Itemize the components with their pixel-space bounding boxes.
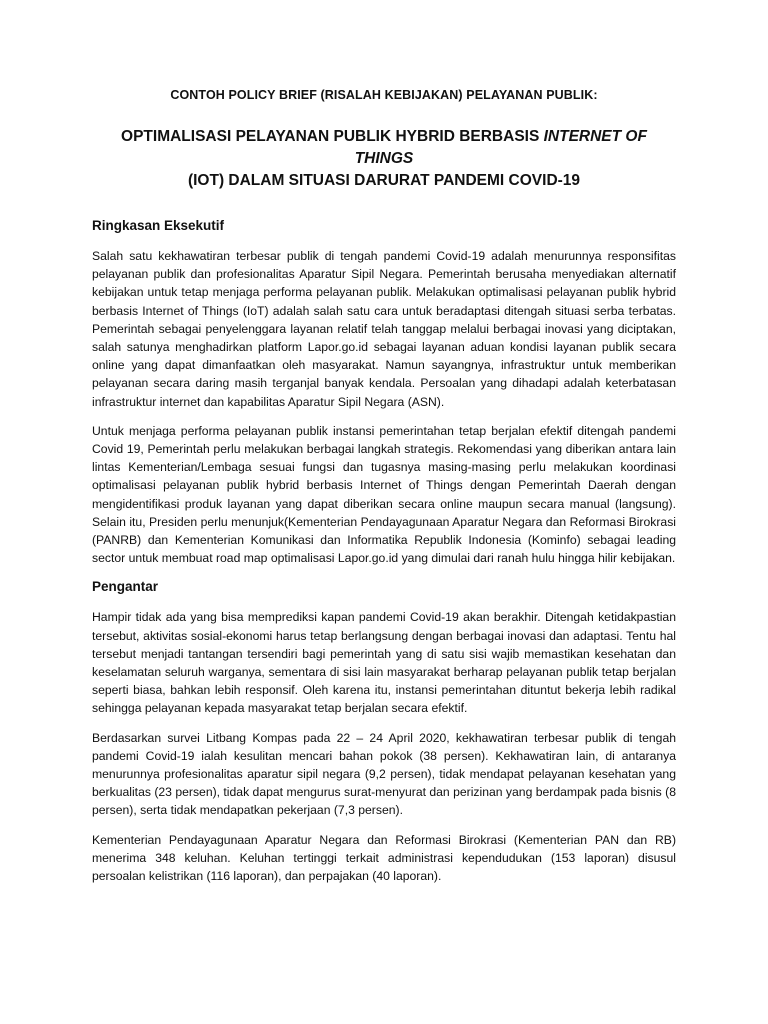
title-italic-part: INTERNET OF THINGS: [354, 128, 647, 167]
document-title: [92, 126, 676, 192]
paragraph: Hampir tidak ada yang bisa memprediksi kapan pandemi Covid-19 akan berakhir. Ditengah ketidakpastian tersebut, aktivitas sosial-ekonomi harus tetap berlangsung dengan berbagai inovasi dan adaptasi. Tentu hal tersebut menjadi tantangan tersendiri bagi pemerintah yang di satu sisi wajib memastikan kesehatan dan keselamatan seluruh warganya, sementara di sisi lain masyarakat berharap pelayanan publik tetap berjalan seperti biasa, bahkan lebih responsif. Oleh karena itu, instansi pemerintahan dituntut bekerja lebih radikal sehingga pelayanan kepada masyarakat tetap berjalan secara efektif.: [92, 610, 676, 716]
section-pengantar: [92, 579, 676, 885]
paragraph: Untuk menjaga performa pelayanan publik instansi pemerintahan tetap berjalan efektif ditengah pandemi Covid 19, Pemerintah perlu melakukan berbagai langkah strategis. Rekomendasi yang diberikan antara lain lintas Kementerian/Lembaga sesuai fungsi dan tugasnya masing-masing perlu melakukan koordinasi optimalisasi pelayanan publik hybrid berbasis Internet of Things dengan Pemerintah Daerah dengan mengidentifikasi produk layanan yang dapat diberikan secara online maupun secara manual (langsung). Selain itu, Presiden perlu menunjuk(Kementerian Pendayagunaan Aparatur Negara dan Reformasi Birokrasi (PANRB) dan Kementerian Komunikasi dan Informatika Republik Indonesia (Kominfo) sebagai leading sector untuk membuat road map optimalisasi Lapor.go.id yang dimulai dari ranah hulu hingga hilir kebijakan.: [92, 423, 676, 566]
paragraph: Salah satu kekhawatiran terbesar publik di tengah pandemi Covid-19 adalah menurunnya responsifitas pelayanan publik dan profesionalitas Aparatur Sipil Negara. Pemerintah berusaha menyediakan alternatif kebijakan untuk tetap menjaga performa pelayanan publik. Melakukan optimalisasi pelayanan publik hybrid berbasis Internet of Things (IoT) adalah salah satu cara untuk beradaptasi ditengah situasi serba terbatas. Pemerintah sebagai penyelenggara layanan relatif telah tanggap melalui berbagai inovasi yang diciptakan, salah satunya menghadirkan platform Lapor.go.id sebagai layanan aduan kondisi layanan publik secara online yang dapat dimanfaatkan oleh masyarakat. Namun sayangnya, infrastruktur untuk memberikan pelayanan secara daring masih terganjal banyak kendala. Persoalan yang dihadapi adalah keterbatasan infrastruktur internet dan kapabilitas Aparatur Sipil Negara (ASN).: [92, 249, 676, 409]
paragraph: Kementerian Pendayagunaan Aparatur Negara dan Reformasi Birokrasi (Kementerian PAN dan RB) menerima 348 keluhan. Keluhan tertinggi terkait administrasi kependudukan (153 laporan) disusul persoalan kelistrikan (116 laporan), dan perpajakan (40 laporan).: [92, 832, 676, 884]
title-part-1: OPTIMALISASI PELAYANAN PUBLIK HYBRID BERBASIS: [121, 128, 544, 145]
section-heading: Pengantar: [92, 579, 159, 595]
document-body: [92, 88, 676, 896]
document-kicker: CONTOH POLICY BRIEF (RISALAH KEBIJAKAN) PELAYANAN PUBLIK:: [170, 88, 598, 102]
section-heading: Ringkasan Eksekutif: [92, 218, 225, 233]
paragraph: Berdasarkan survei Litbang Kompas pada 22 – 24 April 2020, kekhawatiran terbesar publik di tengah pandemi Covid-19 ialah kesulitan mencari bahan pokok (38 persen). Kekhawatiran lain, di antaranya menurunnya profesionalitas aparatur sipil negara (9,2 persen), tidak mendapat pelayanan kesehatan yang berkualitas (23 persen), tidak dapat mengurus surat-menyurat dan perizinan yang berdampak pada bisnis (8 persen), serta tidak mendapatkan pekerjaan (7,3 persen).: [92, 730, 676, 818]
section-ringkasan-eksekutif: [92, 218, 676, 567]
title-part-2: (IOT) DALAM SITUASI DARURAT PANDEMI COVID-19: [187, 172, 581, 189]
